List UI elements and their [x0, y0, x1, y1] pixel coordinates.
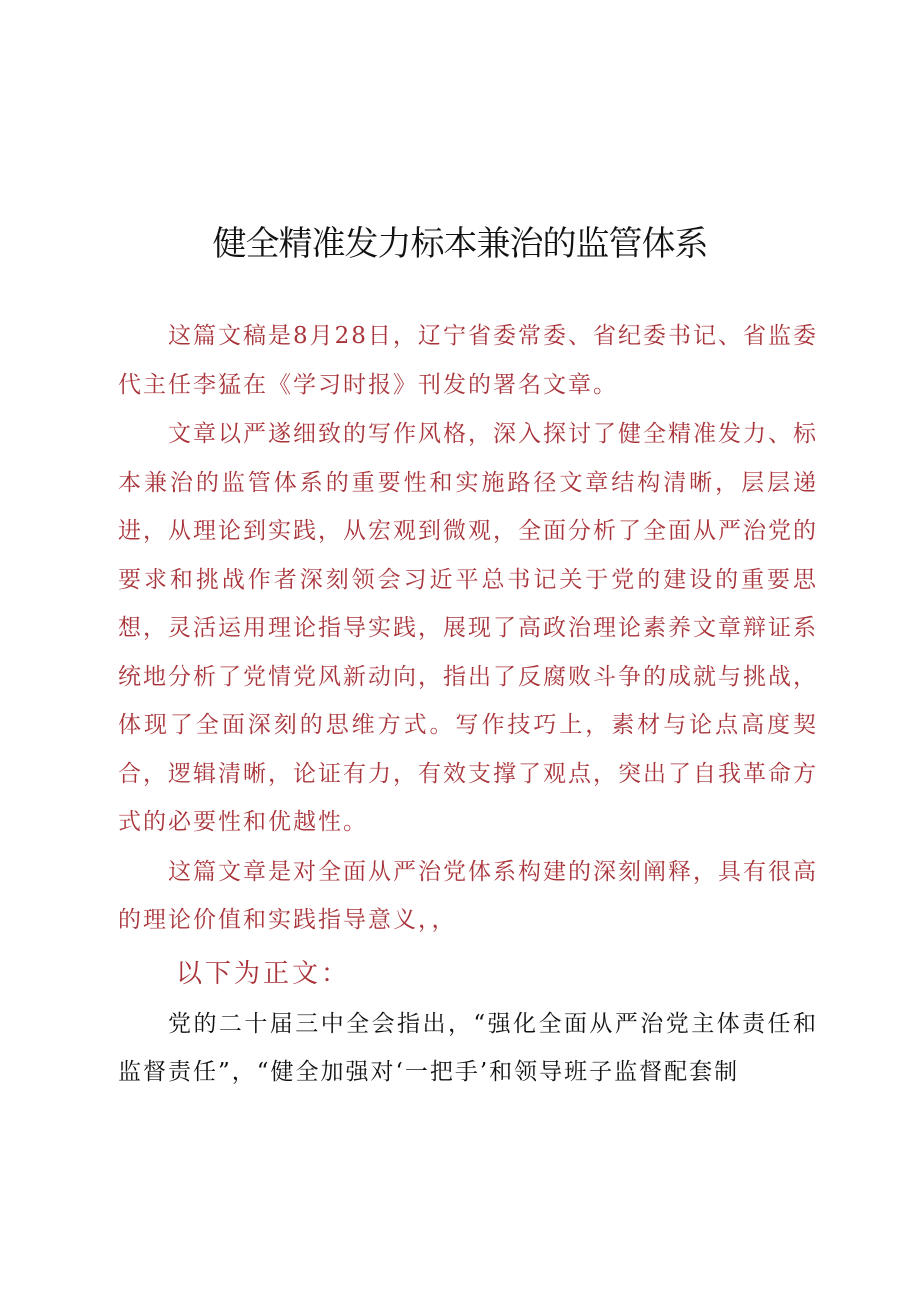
editor-note — [118, 312, 818, 945]
document-title: 健全精准发力标本兼治的监管体系 — [212, 224, 708, 264]
section-marker: 以下为正文： — [176, 959, 351, 989]
intro-paragraph: 这篇文章是对全面从严治党体系构建的深刻阐释，具有很高的理论价值和实践指导意义，， — [118, 858, 818, 933]
intro-paragraph: 这篇文稿是8月28日，辽宁省委常委、省纪委书记、省监委代主任李猛在《学习时报》刊发的署名文章。 — [118, 323, 818, 398]
body-paragraph: 党的二十届三中全会指出，“强化全面从严治党主体责任和监督责任”，“健全加强对‘一把手’和领导班子监督配套制 — [118, 1011, 818, 1085]
main-text — [118, 1000, 818, 1096]
intro-paragraph: 文章以严遂细致的写作风格，深入探讨了健全精准发力、标本兼治的监管体系的重要性和实施路径文章结构清晰，层层递进，从理论到实践，从宏观到微观，全面分析了全面从严治党的要求和挑战作者深刻领会习近平总书记关于党的建设的重要思想，灵活运用理论指导实践，展现了高政治理论素养文章辩证系统地分析了党情党风新动向，指出了反腐败斗争的成就与挑战，体现了全面深刻的思维方式。写作技巧上，素材与论点高度契合，逻辑清晰，论证有力，有效支撑了观点，突出了自我革命方式的必要性和优越性。 — [118, 421, 818, 835]
